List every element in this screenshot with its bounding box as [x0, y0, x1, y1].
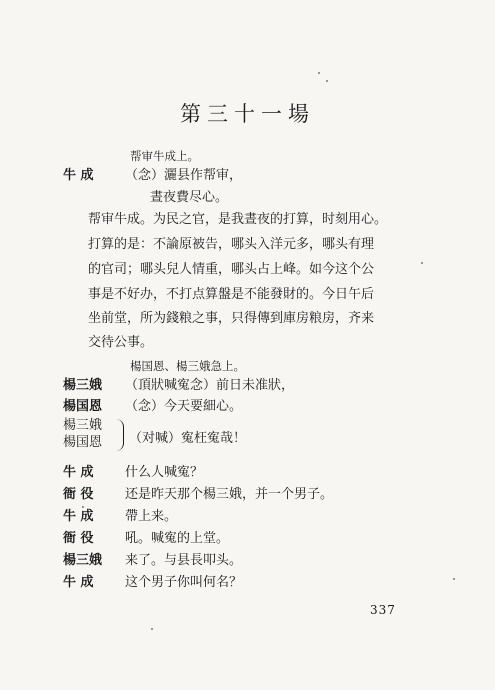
speaker-name: 楊三娥 [63, 378, 103, 393]
speaker-name: 牛 成 [63, 509, 94, 524]
dialogue-text: 还是昨天那个楊三娥，并一个男子。 [125, 487, 334, 502]
dialogue-line [63, 486, 333, 504]
speaker-name: 楊三娥 [63, 553, 103, 568]
speaker-name: 楊国恩 [63, 435, 103, 450]
scene-title: 第三十一場 [180, 102, 315, 126]
page-number: 337 [370, 603, 396, 617]
speaker-name: 牛 成 [63, 168, 94, 183]
dialogue-line [63, 530, 229, 548]
paragraph-line: 打算的是：不論原被告，哪头入洋元多，哪头有理 [88, 237, 375, 252]
joint-speakers [63, 417, 102, 451]
dialogue-line [63, 552, 242, 570]
speaker-name: 楊国恩 [63, 399, 103, 414]
verse-continuation: 晝夜費尽心。 [150, 190, 229, 205]
dialogue-line [63, 377, 294, 395]
speaker-name: 楊三娥 [63, 418, 103, 433]
dialogue-text: 什么人喊寃？ [125, 465, 204, 480]
scan-speck [421, 262, 423, 264]
scan-speck [82, 506, 84, 508]
speaker-name: 牛 成 [63, 575, 94, 590]
scan-speck [453, 578, 455, 580]
speaker-name: 牛 成 [63, 465, 94, 480]
speaker-name: 衙 役 [63, 531, 94, 546]
dialogue-text: （念）灑县作帮审， [125, 168, 243, 183]
dialogue-text: （頂狀喊寃念）前日未准狀， [125, 378, 295, 393]
dialogue-text: 这个男子你叫何名？ [125, 575, 243, 590]
stage-direction-2: 楊国恩、楊三娥急上。 [130, 359, 245, 373]
joint-dialogue [63, 417, 363, 457]
paragraph-line: 坐前堂，所为錢粮之事，只得傳到庫房粮房，齐来 [88, 311, 375, 326]
dialogue-text: 帶上来。 [125, 509, 178, 524]
scan-speck [326, 80, 328, 82]
dialogue-line [63, 398, 242, 416]
dialogue-line [63, 574, 242, 592]
scan-speck [318, 72, 320, 74]
dialogue-text: （对喊）寃枉寃哉！ [129, 431, 247, 446]
dialogue-line [63, 167, 242, 185]
scan-speck [151, 628, 153, 630]
dialogue-text: 吼。喊寃的上堂。 [125, 531, 230, 546]
dialogue-line [63, 508, 177, 526]
paragraph-line: 帮审牛成。为民之官，是我晝夜的打算，时刻用心。 [88, 212, 388, 227]
dialogue-text: （念）今天要細心。 [125, 399, 243, 414]
stage-direction-1: 帮审牛成上。 [130, 149, 199, 163]
dialogue-text: 来了。与县長叩头。 [125, 553, 243, 568]
dialogue-line [63, 464, 203, 482]
paragraph-line: 事是不好办，不打点算盤是不能發財的。今日午后 [88, 287, 375, 302]
speaker-name: 衙 役 [63, 487, 94, 502]
brace-mark [115, 419, 124, 451]
paragraph-line: 的官司；哪头兒人情重，哪头占上峰。如今这个公 [88, 262, 375, 277]
paragraph-line: 交待公事。 [88, 335, 154, 350]
